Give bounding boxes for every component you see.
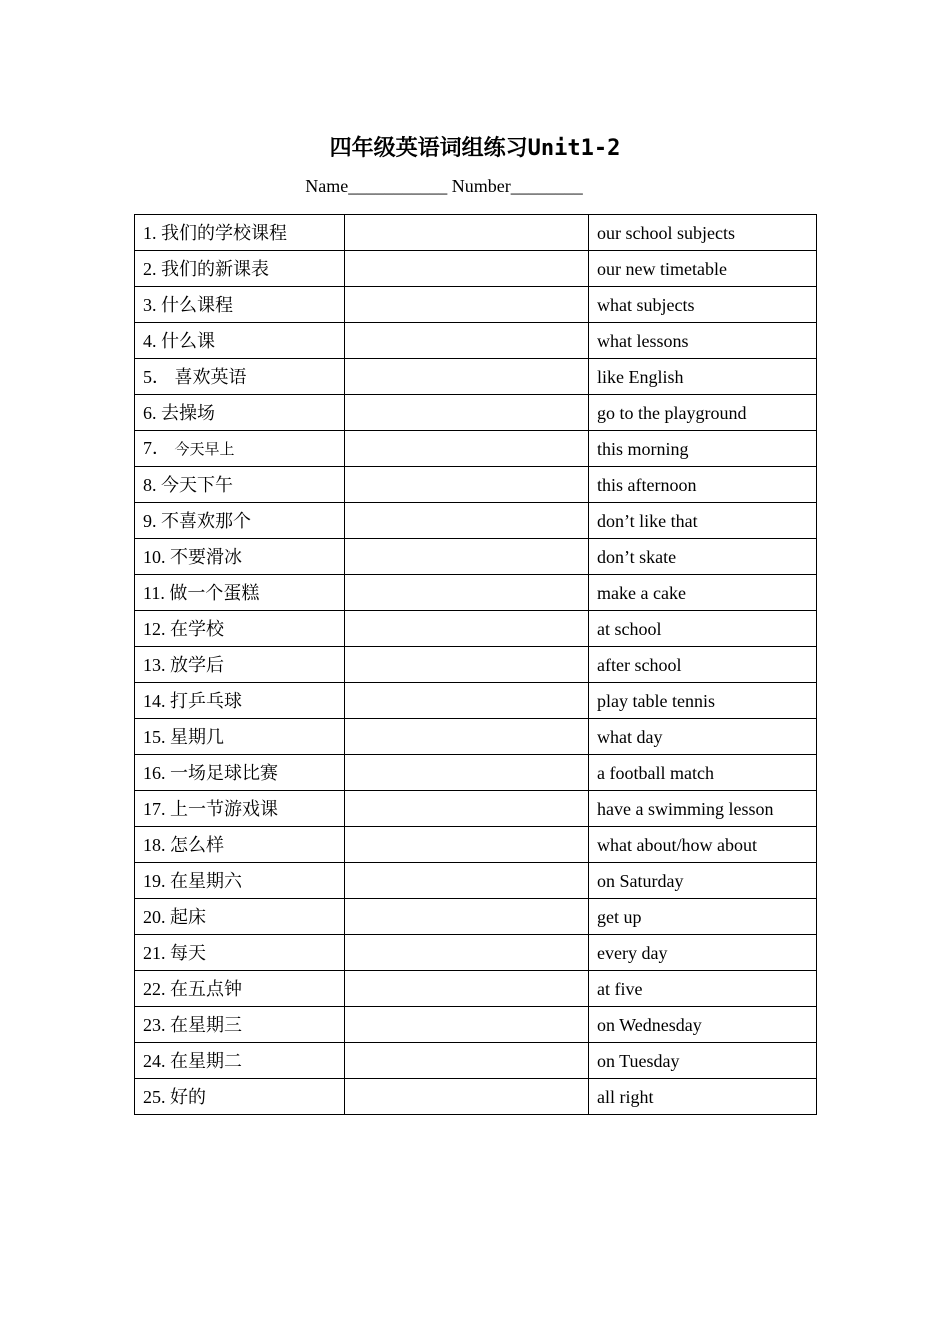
chinese-phrase-cell [135,611,345,647]
table-row [135,791,817,827]
answer-blank-cell[interactable] [345,467,589,503]
item-number: 15. [143,726,166,747]
english-phrase-cell: get up [589,899,817,935]
english-phrase-cell: this afternoon [589,467,817,503]
table-row [135,575,817,611]
item-number: 17. [143,798,166,819]
chinese-phrase-cell [135,683,345,719]
table-row [135,1079,817,1115]
english-phrase-cell: what subjects [589,287,817,323]
answer-blank-cell[interactable] [345,359,589,395]
item-number: 9. [143,510,157,531]
english-phrase-cell: make a cake [589,575,817,611]
table-row [135,719,817,755]
chinese-phrase-cell [135,863,345,899]
english-phrase-cell: our new timetable [589,251,817,287]
chinese-phrase-cell [135,431,345,467]
table-row [135,323,817,359]
answer-blank-cell[interactable] [345,503,589,539]
answer-blank-cell[interactable] [345,575,589,611]
chinese-phrase-cell [135,1079,345,1115]
answer-blank-cell[interactable] [345,287,589,323]
chinese-phrase-cell [135,971,345,1007]
english-phrase-cell: every day [589,935,817,971]
item-number: 3. [143,294,157,315]
table-row [135,467,817,503]
english-phrase-cell: don’t like that [589,503,817,539]
chinese-phrase-cell [135,323,345,359]
table-row [135,827,817,863]
chinese-phrase: 我们的新课表 [161,258,269,279]
chinese-phrase: 今天下午 [161,474,233,495]
table-row [135,287,817,323]
item-number: 16. [143,762,166,783]
item-number: 5． [143,366,170,387]
answer-blank-cell[interactable] [345,827,589,863]
chinese-phrase-cell [135,899,345,935]
table-row [135,503,817,539]
answer-blank-cell[interactable] [345,1007,589,1043]
item-number: 6. [143,402,157,423]
answer-blank-cell[interactable] [345,251,589,287]
item-number: 8. [143,474,157,495]
answer-blank-cell[interactable] [345,647,589,683]
chinese-phrase: 去操场 [161,402,215,423]
chinese-phrase: 好的 [170,1086,206,1107]
chinese-phrase-cell [135,575,345,611]
chinese-phrase: 起床 [170,906,206,927]
item-number: 14. [143,690,166,711]
english-phrase-cell: what day [589,719,817,755]
english-phrase-cell: on Wednesday [589,1007,817,1043]
table-row [135,539,817,575]
vocabulary-table [134,214,817,1115]
answer-blank-cell[interactable] [345,899,589,935]
table-row [135,755,817,791]
chinese-phrase: 在星期二 [170,1050,242,1071]
chinese-phrase-cell [135,827,345,863]
chinese-phrase-cell [135,1007,345,1043]
answer-blank-cell[interactable] [345,215,589,251]
chinese-phrase: 怎么样 [170,834,224,855]
chinese-phrase-cell [135,791,345,827]
english-phrase-cell: after school [589,647,817,683]
chinese-phrase-cell [135,251,345,287]
chinese-phrase-cell [135,287,345,323]
english-phrase-cell: at school [589,611,817,647]
chinese-phrase: 什么课 [161,330,215,351]
table-row [135,935,817,971]
english-phrase-cell: this morning [589,431,817,467]
vocabulary-table-body [135,215,817,1115]
table-row [135,431,817,467]
chinese-phrase: 什么课程 [161,294,233,315]
table-row [135,359,817,395]
english-phrase-cell: on Tuesday [589,1043,817,1079]
chinese-phrase: 上一节游戏课 [170,798,278,819]
item-number: 18. [143,834,166,855]
english-phrase-cell: play table tennis [589,683,817,719]
item-number: 12. [143,618,166,639]
chinese-phrase: 放学后 [170,654,224,675]
item-number: 1. [143,222,157,243]
chinese-phrase: 打乒乓球 [170,690,242,711]
chinese-phrase: 在星期六 [170,870,242,891]
table-row [135,971,817,1007]
english-phrase-cell: what about/how about [589,827,817,863]
table-row [135,1007,817,1043]
answer-blank-cell[interactable] [345,971,589,1007]
chinese-phrase: 今天早上 [174,441,235,458]
answer-blank-cell[interactable] [345,1043,589,1079]
answer-blank-cell[interactable] [345,719,589,755]
item-number: 21. [143,942,166,963]
chinese-phrase: 在星期三 [170,1014,242,1035]
chinese-phrase-cell [135,215,345,251]
english-phrase-cell: all right [589,1079,817,1115]
answer-blank-cell[interactable] [345,935,589,971]
table-row [135,683,817,719]
answer-blank-cell[interactable] [345,755,589,791]
item-number: 10. [143,546,166,567]
table-row [135,863,817,899]
english-phrase-cell: at five [589,971,817,1007]
table-row [135,899,817,935]
english-phrase-cell: like English [589,359,817,395]
table-row [135,1043,817,1079]
english-phrase-cell: don’t skate [589,539,817,575]
item-number: 19. [143,870,166,891]
table-row [135,611,817,647]
english-phrase-cell: a football match [589,755,817,791]
english-phrase-cell: what lessons [589,323,817,359]
item-number: 11. [143,582,165,603]
english-phrase-cell: go to the playground [589,395,817,431]
chinese-phrase: 星期几 [170,726,224,747]
chinese-phrase-cell [135,539,345,575]
worksheet-title: 四年级英语词组练习Unit1-2 [329,136,621,161]
english-phrase-cell: on Saturday [589,863,817,899]
answer-blank-cell[interactable] [345,863,589,899]
chinese-phrase-cell [135,395,345,431]
answer-blank-cell[interactable] [345,323,589,359]
chinese-phrase-cell [135,647,345,683]
chinese-phrase: 做一个蛋糕 [169,582,260,603]
item-number: 7． [143,437,170,458]
table-row [135,395,817,431]
answer-blank-cell[interactable] [345,683,589,719]
item-number: 13. [143,654,166,675]
chinese-phrase-cell [135,1043,345,1079]
chinese-phrase-cell [135,503,345,539]
item-number: 20. [143,906,166,927]
item-number: 24. [143,1050,166,1071]
chinese-phrase-cell [135,935,345,971]
answer-blank-cell[interactable] [345,1079,589,1115]
chinese-phrase-cell [135,719,345,755]
table-row [135,251,817,287]
chinese-phrase-cell [135,359,345,395]
answer-blank-cell[interactable] [345,791,589,827]
chinese-phrase: 不要滑冰 [170,546,242,567]
chinese-phrase: 一场足球比赛 [170,762,278,783]
chinese-phrase: 每天 [170,942,206,963]
item-number: 23. [143,1014,166,1035]
answer-blank-cell[interactable] [345,395,589,431]
chinese-phrase: 在学校 [170,618,224,639]
item-number: 22. [143,978,166,999]
chinese-phrase-cell [135,467,345,503]
english-phrase-cell: our school subjects [589,215,817,251]
answer-blank-cell[interactable] [345,431,589,467]
chinese-phrase: 不喜欢那个 [161,510,251,531]
answer-blank-cell[interactable] [345,611,589,647]
name-number-line: Name___________ Number________ [305,176,583,196]
chinese-phrase: 喜欢英语 [174,366,247,387]
item-number: 25. [143,1086,166,1107]
chinese-phrase: 在五点钟 [170,978,242,999]
answer-blank-cell[interactable] [345,539,589,575]
item-number: 4. [143,330,157,351]
item-number: 2. [143,258,157,279]
table-row [135,215,817,251]
chinese-phrase: 我们的学校课程 [161,222,287,243]
table-row [135,647,817,683]
chinese-phrase-cell [135,755,345,791]
english-phrase-cell: have a swimming lesson [589,791,817,827]
